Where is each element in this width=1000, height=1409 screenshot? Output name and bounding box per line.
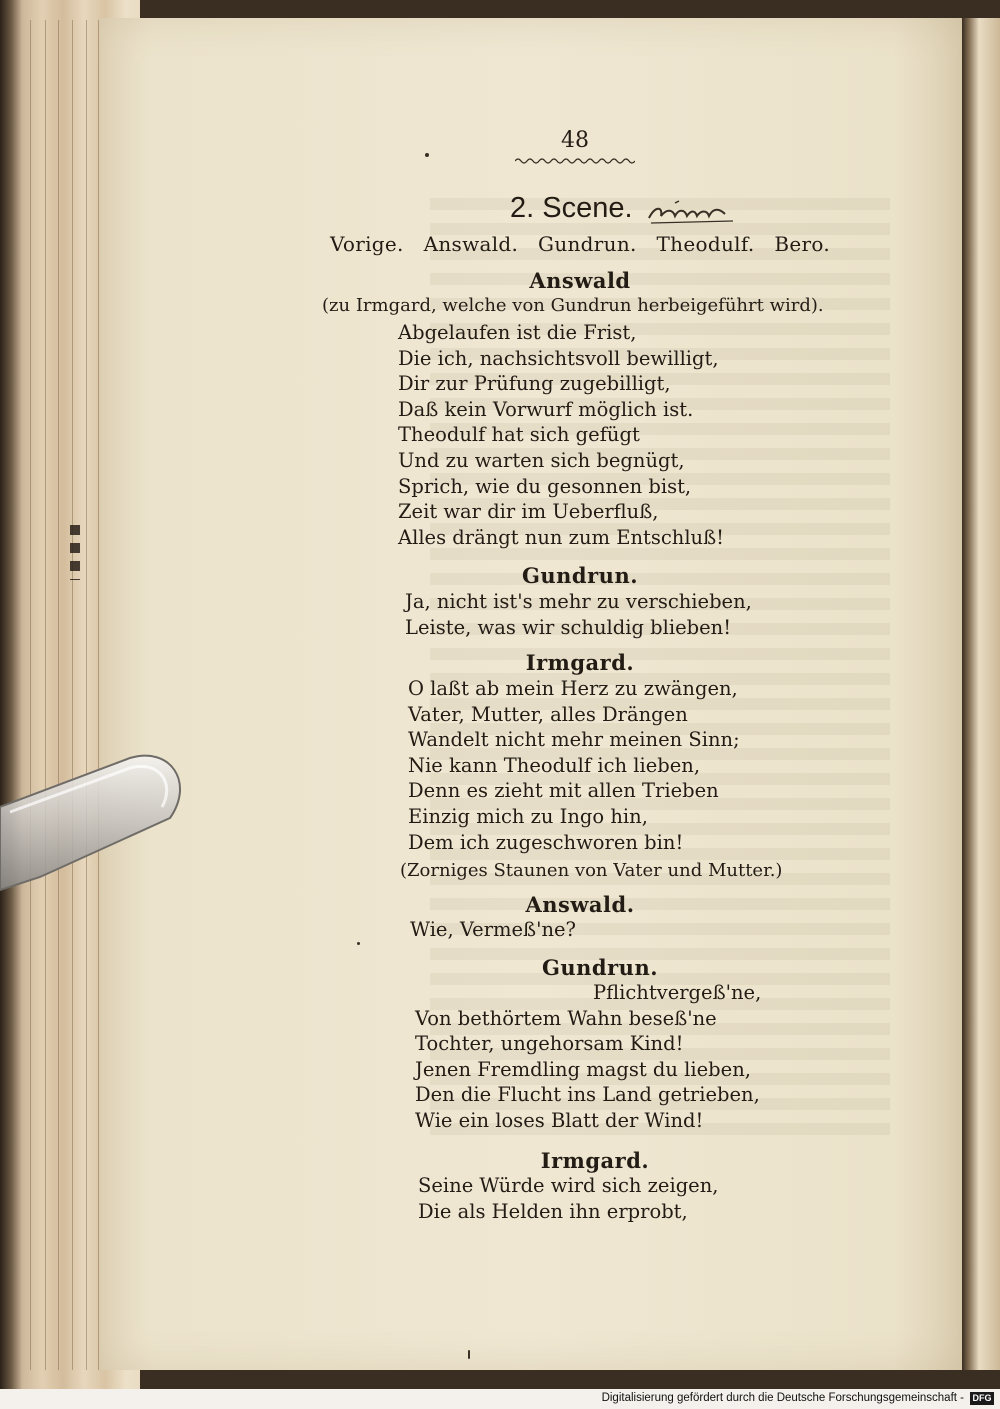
verse-line: Die als Helden ihn erprobt,	[418, 1199, 688, 1223]
verse-line: O laßt ab mein Herz zu zwängen,	[408, 677, 738, 700]
verse-line: Jenen Fremdling magst du lieben,	[415, 1057, 751, 1081]
ink-speck	[425, 153, 429, 157]
ink-speck	[468, 1350, 470, 1359]
verse-line: Wandelt nicht mehr meinen Sinn;	[408, 728, 740, 752]
speaker-name: Answald	[529, 268, 631, 293]
verse-line: Abgelaufen ist die Frist,	[398, 321, 637, 344]
scene-title: 2. Scene.	[510, 192, 633, 224]
verse-line: Daß kein Vorwurf möglich ist.	[398, 397, 694, 421]
verse-line: Wie ein loses Blatt der Wind!	[415, 1108, 704, 1132]
verse-line: Nie kann Theodulf ich lieben,	[408, 753, 701, 777]
ink-speck	[357, 942, 360, 945]
cast-member: Answald.	[423, 232, 519, 256]
verse-line: Von bethörtem Wahn beseß'ne	[415, 1006, 717, 1030]
verse-block	[418, 1173, 718, 1224]
speaker-name: Gundrun.	[541, 955, 659, 980]
verse-line: Einzig mich zu Ingo hin,	[408, 804, 648, 828]
verse-line: Alles drängt nun zum Entschluß!	[398, 525, 724, 549]
verse-line: Wie, Vermeß'ne?	[410, 918, 576, 941]
verse-line: Pflichtvergeß'ne,	[593, 981, 762, 1004]
speaker-name: Gundrun.	[521, 563, 639, 588]
verse-line: Zeit war dir im Ueberfluß,	[398, 500, 659, 524]
verse-line: Vater, Mutter, alles Drängen	[408, 702, 688, 726]
ornamental-rule	[515, 157, 635, 165]
verse-block	[410, 917, 576, 943]
verse-line: Seine Würde wird sich zeigen,	[418, 1174, 719, 1197]
cast-member: Vorige.	[330, 232, 404, 256]
verse-line: Den die Flucht ins Land getrieben,	[415, 1083, 760, 1107]
funding-credit: Digitalisierung gefördert durch die Deutsche Forschungsgemeinschaft -	[601, 1392, 964, 1404]
cast-list	[330, 232, 830, 256]
verse-block	[398, 320, 724, 550]
stage-direction: (zu Irmgard, welche von Gundrun herbeigeführt wird).	[322, 295, 824, 316]
verse-block	[408, 676, 740, 855]
speaker-name: Answald.	[525, 892, 635, 917]
verse-line: Denn es zieht mit allen Trieben	[408, 779, 719, 803]
verse-line: Tochter, ungehorsam Kind!	[415, 1032, 684, 1056]
verse-block	[405, 589, 752, 640]
cast-member: Theodulf.	[656, 232, 755, 256]
glass-page-holder	[0, 752, 182, 892]
verse-line: Und zu warten sich begnügt,	[398, 448, 685, 472]
page-number: 48	[561, 128, 589, 153]
stage-direction: (Zorniges Staunen von Vater und Mutter.)	[400, 860, 783, 881]
verse-line: Dir zur Prüfung zugebilligt,	[398, 372, 671, 396]
verse-line: Die ich, nachsichtsvoll bewilligt,	[398, 346, 719, 370]
speaker-name: Irmgard.	[540, 1148, 650, 1173]
speaker-name: Irmgard.	[525, 650, 635, 675]
verse-line: Sprich, wie du gesonnen bist,	[398, 474, 692, 498]
verse-line: Ja, nicht ist's mehr zu verschieben,	[405, 590, 752, 613]
verse-line: Dem ich zugeschworen bin!	[408, 830, 684, 854]
cast-member: Bero.	[774, 232, 830, 256]
handwritten-annotation	[645, 198, 735, 228]
cast-member: Gundrun.	[538, 232, 637, 256]
verse-block	[415, 980, 761, 1134]
footer-bar	[0, 1389, 1000, 1409]
verse-line: Theodulf hat sich gefügt	[398, 423, 640, 447]
verse-line: Leiste, was wir schuldig blieben!	[405, 615, 732, 639]
dfg-logo: DFG	[970, 1392, 994, 1405]
